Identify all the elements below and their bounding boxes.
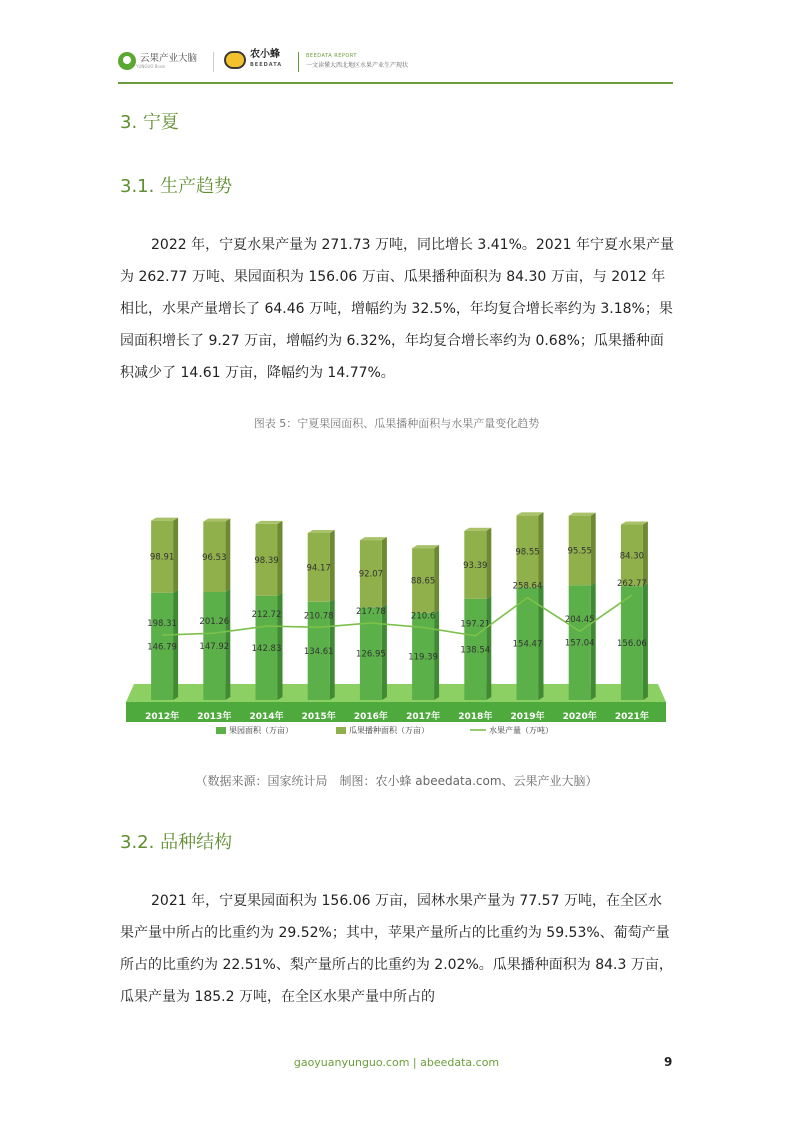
legend-swatch-melon-area [336,727,346,734]
yunguo-logo-sub: YUNGUO Brain [136,63,166,69]
legend-label-production: 水果产量（万吨） [489,726,553,735]
line-label-production: 204.45 [564,615,595,626]
paragraph-text: 2021 年，宁夏果园面积为 156.06 万亩，园林水果产量为 77.57 万吨，在全区水果产量中所占的比重约为 29.52%；其中，苹果产量所占的比重约为 59.53%、葡萄产量所占的比重约为 22.51%、梨产量所占的比重约为 2.02%。瓜果播种面积为 84.3 万亩，瓜果产量为 185.2 万吨，在全区水果产量中所占的 [120,893,673,1005]
line-label-production: 217.78 [356,606,386,617]
bar-label-orchard-area: 126.95 [356,649,386,660]
line-label-production: 262.77 [617,579,647,590]
bar-label-melon-area: 95.55 [567,546,592,557]
yunguo-logo [118,52,197,70]
bar-label-melon-area: 96.53 [202,552,227,563]
x-tick-label: 2019年 [510,712,545,722]
bar-label-orchard-area: 138.54 [460,645,491,656]
yunguo-logo-name: 云果产业大脑 [140,52,198,64]
paragraph-production-trend [120,229,675,389]
bee-icon [224,51,246,69]
x-tick-label: 2018年 [458,712,493,722]
line-label-production: 212.72 [251,610,282,621]
legend-label-melon-area: 瓜果播种面积（万亩） [349,726,429,735]
line-label-production: 210.78 [303,611,334,622]
header-divider [213,52,214,72]
bar-label-orchard-area: 156.06 [617,639,647,650]
line-label-production: 201.26 [199,617,230,628]
bar-label-melon-area: 93.39 [463,560,488,571]
section-title: 3. 宁夏 [120,112,179,133]
yunguo-logo-icon [118,52,136,70]
x-tick-label: 2020年 [562,712,597,722]
x-tick-label: 2014年 [249,712,284,722]
legend-label-orchard-area: 果园面积（万亩） [229,726,293,735]
header-divider [298,52,299,72]
bar-label-melon-area: 84.30 [619,551,645,562]
bar-label-melon-area: 94.17 [306,563,331,574]
report-title: 一文读懂大西北地区水果产业生产现状 [306,62,409,69]
bar-label-melon-area: 98.39 [254,555,279,566]
subsection-title-variety-structure: 3.2. 品种结构 [120,832,233,853]
line-label-production: 198.31 [147,619,177,630]
bar-label-orchard-area: 154.47 [512,639,543,650]
line-label-production: 258.64 [512,581,543,592]
x-tick-label: 2021年 [614,712,649,722]
beedata-logo [224,50,282,70]
bar-label-melon-area: 88.65 [410,576,436,587]
subsection-title-production-trend: 3.1. 生产趋势 [120,176,233,197]
bar-label-melon-area: 98.55 [515,547,540,558]
chart-source-note: （数据来源：国家统计局 制图：农小蜂 abeedata.com、云果产业大脑） [195,774,598,788]
report-label [306,52,408,70]
paragraph-text: 2022 年，宁夏水果产量为 271.73 万吨，同比增长 3.41%。2021 年宁夏水果产量为 262.77 万吨、果园面积为 156.06 万亩、瓜果播种面积为 84.30 万亩，与 2012 年相比，水果产量增长了 64.46 万吨，增幅约为 32.5%，年均复合增长率约为 3.18%；果园面积增长了 9.27 万亩，增幅约为 6.32%，年均复合增长率约为 0.68%；瓜果播种面积减少了 14.61 万亩，降幅约为 14.77%。 [120,237,674,381]
beedata-logo-name: 农小蜂 [250,49,280,60]
x-tick-label: 2012年 [145,712,180,722]
bar-label-orchard-area: 157.04 [564,638,595,649]
page-number: 9 [664,1055,673,1069]
chart-caption: 图表 5：宁夏果园面积、瓜果播种面积与水果产量变化趋势 [253,417,540,430]
bar-label-orchard-area: 147.92 [199,642,230,653]
x-tick-label: 2013年 [197,712,232,722]
bar-label-orchard-area: 119.39 [408,652,438,663]
line-fruit-production [162,595,632,636]
bar-label-orchard-area: 146.79 [147,642,177,653]
report-label-en: BEEDATA REPORT [306,53,357,59]
bar-label-orchard-area: 142.83 [251,643,282,654]
x-tick-label: 2016年 [353,712,388,722]
production-trend-chart [118,440,678,745]
x-tick-label: 2017年 [406,712,441,722]
footer-links: gaoyuanyunguo.com | abeedata.com [293,1056,500,1069]
beedata-logo-en: BEEDATA [250,62,283,68]
line-label-production: 197.21 [460,619,491,630]
x-tick-label: 2015年 [301,712,336,722]
bar-label-melon-area: 98.91 [149,552,175,563]
page-header [118,44,673,84]
paragraph-variety-structure [120,885,675,1013]
line-label-production: 210.6 [410,611,436,622]
bar-label-melon-area: 92.07 [358,569,384,580]
bar-label-orchard-area: 134.61 [303,646,334,657]
legend-swatch-orchard-area [216,727,226,734]
